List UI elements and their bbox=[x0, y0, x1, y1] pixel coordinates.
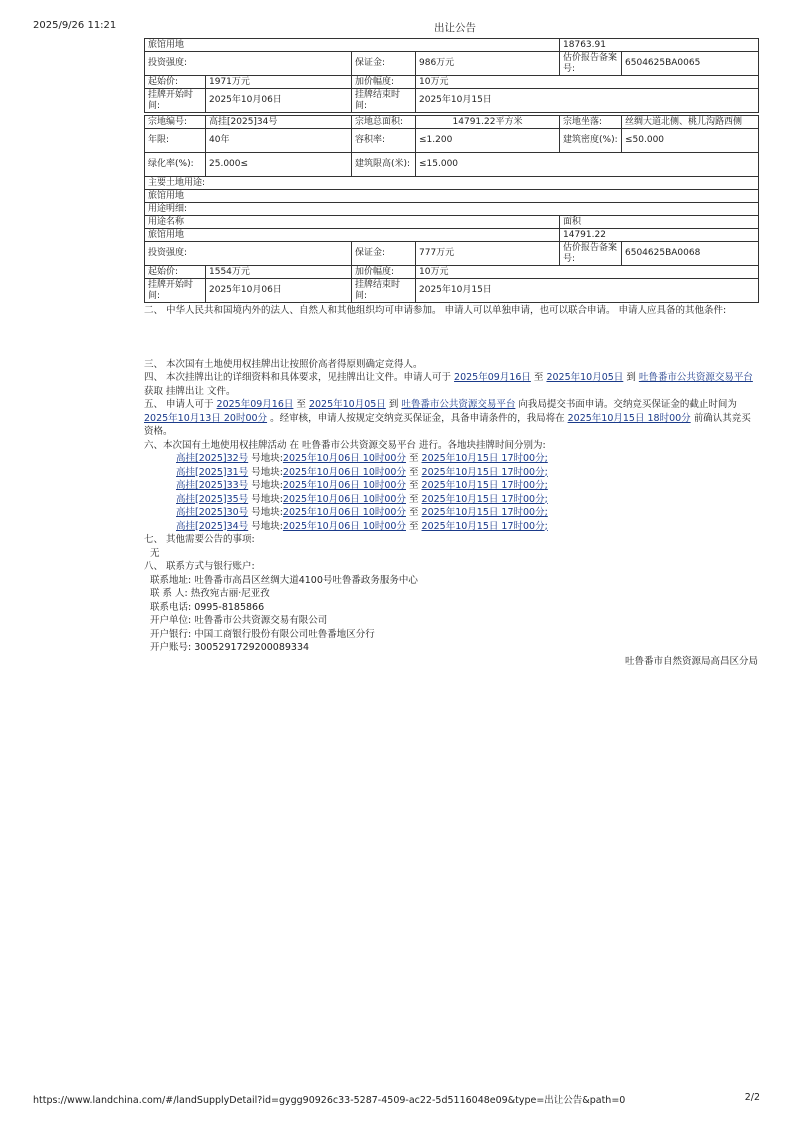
deposit-value: 986万元 bbox=[416, 52, 560, 76]
schedule-item bbox=[176, 493, 758, 507]
schedule-sep: 至 bbox=[405, 493, 422, 505]
section-2: 二、 中华人民共和国境内外的法人、自然人和其他组织均可申请参加。 申请人可以单独申请，也可以联合申请。 申请人应具备的其他条件: bbox=[144, 305, 727, 316]
section-3: 三、 本次国有土地使用权挂牌出让按照价高者得原则确定竞得人。 bbox=[144, 358, 423, 370]
increment-label: 加价幅度: bbox=[352, 266, 416, 279]
date-link[interactable]: 2025年09月16日 bbox=[216, 399, 294, 410]
schedule-sep: 号地块: bbox=[248, 520, 283, 532]
list-start-value: 2025年10月06日 bbox=[206, 89, 352, 113]
parcel-code-link[interactable]: 高挂[2025]31号 bbox=[176, 466, 249, 478]
section-5-text: 。经审核，申请人按规定交纳竞买保证金，具备申请条件的，我局将在 bbox=[267, 412, 568, 424]
schedule-sep: 号地块: bbox=[248, 453, 283, 464]
schedule-sep: 至 bbox=[405, 507, 422, 518]
total-area-label: 宗地总面积: bbox=[352, 116, 416, 129]
section-5 bbox=[144, 398, 758, 439]
contact-phone: 联系电话: 0995-8185866 bbox=[150, 601, 265, 613]
section-5-text: 到 bbox=[385, 399, 402, 410]
list-start-label: 挂牌开始时间: bbox=[145, 279, 206, 303]
start-price-value: 1554万元 bbox=[206, 266, 352, 279]
schedule-end-link[interactable]: 2025年10月15日 17时00分 bbox=[421, 466, 545, 478]
deposit-label: 保证金: bbox=[352, 52, 416, 76]
section-5-text: 前确认其竞买资格。 bbox=[144, 412, 751, 437]
section-5-text: 五、 申请人可于 bbox=[144, 399, 217, 410]
schedule-sep: 至 bbox=[405, 480, 422, 491]
use-name-cell: 旅馆用地 bbox=[145, 39, 560, 52]
start-price-label: 起始价: bbox=[145, 76, 206, 89]
schedule-start-link[interactable]: 2025年10月06日 10时00分 bbox=[282, 466, 406, 478]
term-label: 年限: bbox=[145, 129, 206, 153]
increment-value: 10万元 bbox=[416, 76, 759, 89]
term-value: 40年 bbox=[206, 129, 352, 153]
invest-label: 投资强度: bbox=[145, 52, 352, 76]
parcel-code-link[interactable]: 高挂[2025]35号 bbox=[176, 493, 249, 505]
increment-value: 10万元 bbox=[416, 266, 759, 279]
list-end-value: 2025年10月15日 bbox=[416, 89, 759, 113]
parcel-table-continued bbox=[144, 38, 759, 113]
parcel-code-link[interactable]: 高挂[2025]33号 bbox=[176, 480, 249, 491]
density-label: 建筑密度(%): bbox=[560, 129, 622, 153]
parcel-code-link[interactable]: 高挂[2025]32号 bbox=[176, 453, 249, 464]
schedule-end-link[interactable]: 2025年10月15日 17时00分 bbox=[421, 493, 545, 505]
schedule-end-link[interactable]: 2025年10月15日 17时00分 bbox=[421, 520, 545, 532]
area-header: 面积 bbox=[560, 216, 759, 229]
date-link[interactable]: 2025年10月05日 bbox=[308, 399, 386, 410]
far-label: 容积率: bbox=[352, 129, 416, 153]
list-end-value: 2025年10月15日 bbox=[416, 279, 759, 303]
schedule-sep: ; bbox=[544, 466, 548, 478]
schedule-sep: ; bbox=[544, 507, 548, 518]
section-4-text: 获取 挂牌出让 文件。 bbox=[144, 385, 236, 397]
confirm-time-link[interactable]: 2025年10月15日 18时00分 bbox=[567, 412, 691, 424]
section-7-value: 无 bbox=[150, 547, 160, 559]
account-number: 开户账号: 3005291729200089334 bbox=[150, 642, 310, 653]
section-6: 六、本次国有土地使用权挂牌活动 在 吐鲁番市公共资源交易平台 进行。各地块挂牌时间分别为: bbox=[144, 439, 546, 451]
section-8: 八、 联系方式与银行账户: bbox=[144, 561, 255, 572]
use-area-cell: 14791.22 bbox=[560, 229, 759, 242]
section-7: 七、 其他需要公告的事项: bbox=[144, 534, 255, 545]
account-unit: 开户单位: 吐鲁番市公共资源交易有限公司 bbox=[150, 615, 328, 626]
schedule-sep: ; bbox=[544, 493, 548, 505]
height-value: ≤15.000 bbox=[416, 153, 759, 177]
schedule-sep: 号地块: bbox=[248, 493, 283, 505]
schedule-item bbox=[176, 452, 758, 466]
schedule-item bbox=[176, 520, 758, 534]
height-label: 建筑限高(米): bbox=[352, 153, 416, 177]
main-use-value: 旅馆用地 bbox=[145, 190, 759, 203]
schedule-end-link[interactable]: 2025年10月15日 17时00分 bbox=[421, 507, 545, 518]
list-start-value: 2025年10月06日 bbox=[206, 279, 352, 303]
schedule-sep: 至 bbox=[405, 520, 422, 532]
schedule-sep: 至 bbox=[405, 466, 422, 478]
schedule-start-link[interactable]: 2025年10月06日 10时00分 bbox=[282, 520, 406, 532]
appraisal-label: 估价报告备案号: bbox=[560, 242, 622, 266]
use-area-cell: 18763.91 bbox=[560, 39, 759, 52]
schedule-sep: ; bbox=[544, 453, 548, 464]
start-price-value: 1971万元 bbox=[206, 76, 352, 89]
date-link[interactable]: 2025年10月05日 bbox=[546, 372, 624, 383]
deadline-link[interactable]: 2025年10月13日 20时00分 bbox=[144, 412, 268, 424]
location-label: 宗地坐落: bbox=[560, 116, 622, 129]
parcel-label: 宗地编号: bbox=[145, 116, 206, 129]
section-4 bbox=[144, 371, 758, 398]
schedule-sep: ; bbox=[544, 480, 548, 491]
schedule-sep: 至 bbox=[405, 453, 422, 464]
green-value: 25.000≤ bbox=[206, 153, 352, 177]
schedule-start-link[interactable]: 2025年10月06日 10时00分 bbox=[282, 493, 406, 505]
schedule-list bbox=[176, 452, 758, 533]
account-bank: 开户银行: 中国工商银行股份有限公司吐鲁番地区分行 bbox=[150, 628, 375, 640]
use-name-header: 用途名称 bbox=[145, 216, 560, 229]
section-5-text: 向我局提交书面申请。交纳竞买保证金的截止时间为 bbox=[515, 399, 737, 410]
notice-content bbox=[144, 38, 758, 668]
schedule-sep: 号地块: bbox=[248, 507, 283, 518]
parcel-value: 高挂[2025]34号 bbox=[206, 116, 352, 129]
green-label: 绿化率(%): bbox=[145, 153, 206, 177]
location-value: 丝绸大道北侧、桃儿沟路西侧 bbox=[622, 116, 759, 129]
deposit-label: 保证金: bbox=[352, 242, 416, 266]
schedule-start-link[interactable]: 2025年10月06日 10时00分 bbox=[282, 507, 406, 518]
contact-person: 联 系 人: 热孜宛古丽·尼亚孜 bbox=[150, 588, 270, 599]
main-use-label: 主要土地用途: bbox=[145, 177, 759, 190]
invest-label: 投资强度: bbox=[145, 242, 352, 266]
section-4-text: 到 bbox=[623, 372, 639, 383]
schedule-end-link[interactable]: 2025年10月15日 17时00分 bbox=[421, 480, 545, 491]
deposit-value: 777万元 bbox=[416, 242, 560, 266]
platform-link[interactable]: 吐鲁番市公共资源交易平台 bbox=[401, 399, 516, 410]
schedule-sep: 号地块: bbox=[248, 480, 283, 491]
use-name-cell: 旅馆用地 bbox=[145, 229, 560, 242]
page-title: 出让公告 bbox=[434, 22, 476, 34]
schedule-sep: ; bbox=[544, 520, 548, 532]
platform-link[interactable]: 吐鲁番市公共资源交易平台 bbox=[638, 372, 753, 383]
schedule-sep: 号地块: bbox=[248, 466, 283, 478]
total-area-value: 14791.22平方米 bbox=[416, 116, 560, 129]
list-end-label: 挂牌结束时间: bbox=[352, 89, 416, 113]
schedule-item bbox=[176, 506, 758, 520]
date-link[interactable]: 2025年09月16日 bbox=[454, 372, 531, 383]
issuer-signature: 吐鲁番市自然资源局高昌区分局 bbox=[624, 655, 758, 667]
appraisal-value: 6504625BA0068 bbox=[622, 242, 759, 266]
far-value: ≤1.200 bbox=[416, 129, 560, 153]
parcel-code-link[interactable]: 高挂[2025]34号 bbox=[176, 520, 249, 532]
schedule-end-link[interactable]: 2025年10月15日 17时00分 bbox=[421, 453, 545, 464]
increment-label: 加价幅度: bbox=[352, 76, 416, 89]
print-datetime: 2025/9/26 11:21 bbox=[33, 20, 117, 31]
use-detail-label: 用途明细: bbox=[145, 203, 759, 216]
section-4-text: 至 bbox=[530, 372, 547, 383]
schedule-item bbox=[176, 479, 758, 493]
appraisal-value: 6504625BA0065 bbox=[622, 52, 759, 76]
schedule-start-link[interactable]: 2025年10月06日 10时00分 bbox=[282, 453, 406, 464]
density-value: ≤50.000 bbox=[622, 129, 759, 153]
list-start-label: 挂牌开始时间: bbox=[145, 89, 206, 113]
appraisal-label: 估价报告备案号: bbox=[560, 52, 622, 76]
schedule-item bbox=[176, 466, 758, 480]
contact-address: 联系地址: 吐鲁番市高昌区丝绸大道4100号吐鲁番政务服务中心 bbox=[150, 574, 418, 586]
parcel-code-link[interactable]: 高挂[2025]30号 bbox=[176, 507, 249, 518]
section-5-text: 至 bbox=[293, 399, 309, 410]
schedule-start-link[interactable]: 2025年10月06日 10时00分 bbox=[282, 480, 406, 491]
section-4-text: 四、 本次挂牌出让的详细资料和具体要求，见挂牌出让文件。申请人可于 bbox=[144, 372, 455, 383]
start-price-label: 起始价: bbox=[145, 266, 206, 279]
page-number: 2/2 bbox=[744, 1092, 760, 1103]
list-end-label: 挂牌结束时间: bbox=[352, 279, 416, 303]
footer-url: https://www.landchina.com/#/landSupplyDetail?id=gygg90926c33-5287-4509-ac22-5d5116048e09&type=出让公告&path=0 bbox=[33, 1095, 626, 1106]
parcel-table-34 bbox=[144, 115, 759, 303]
